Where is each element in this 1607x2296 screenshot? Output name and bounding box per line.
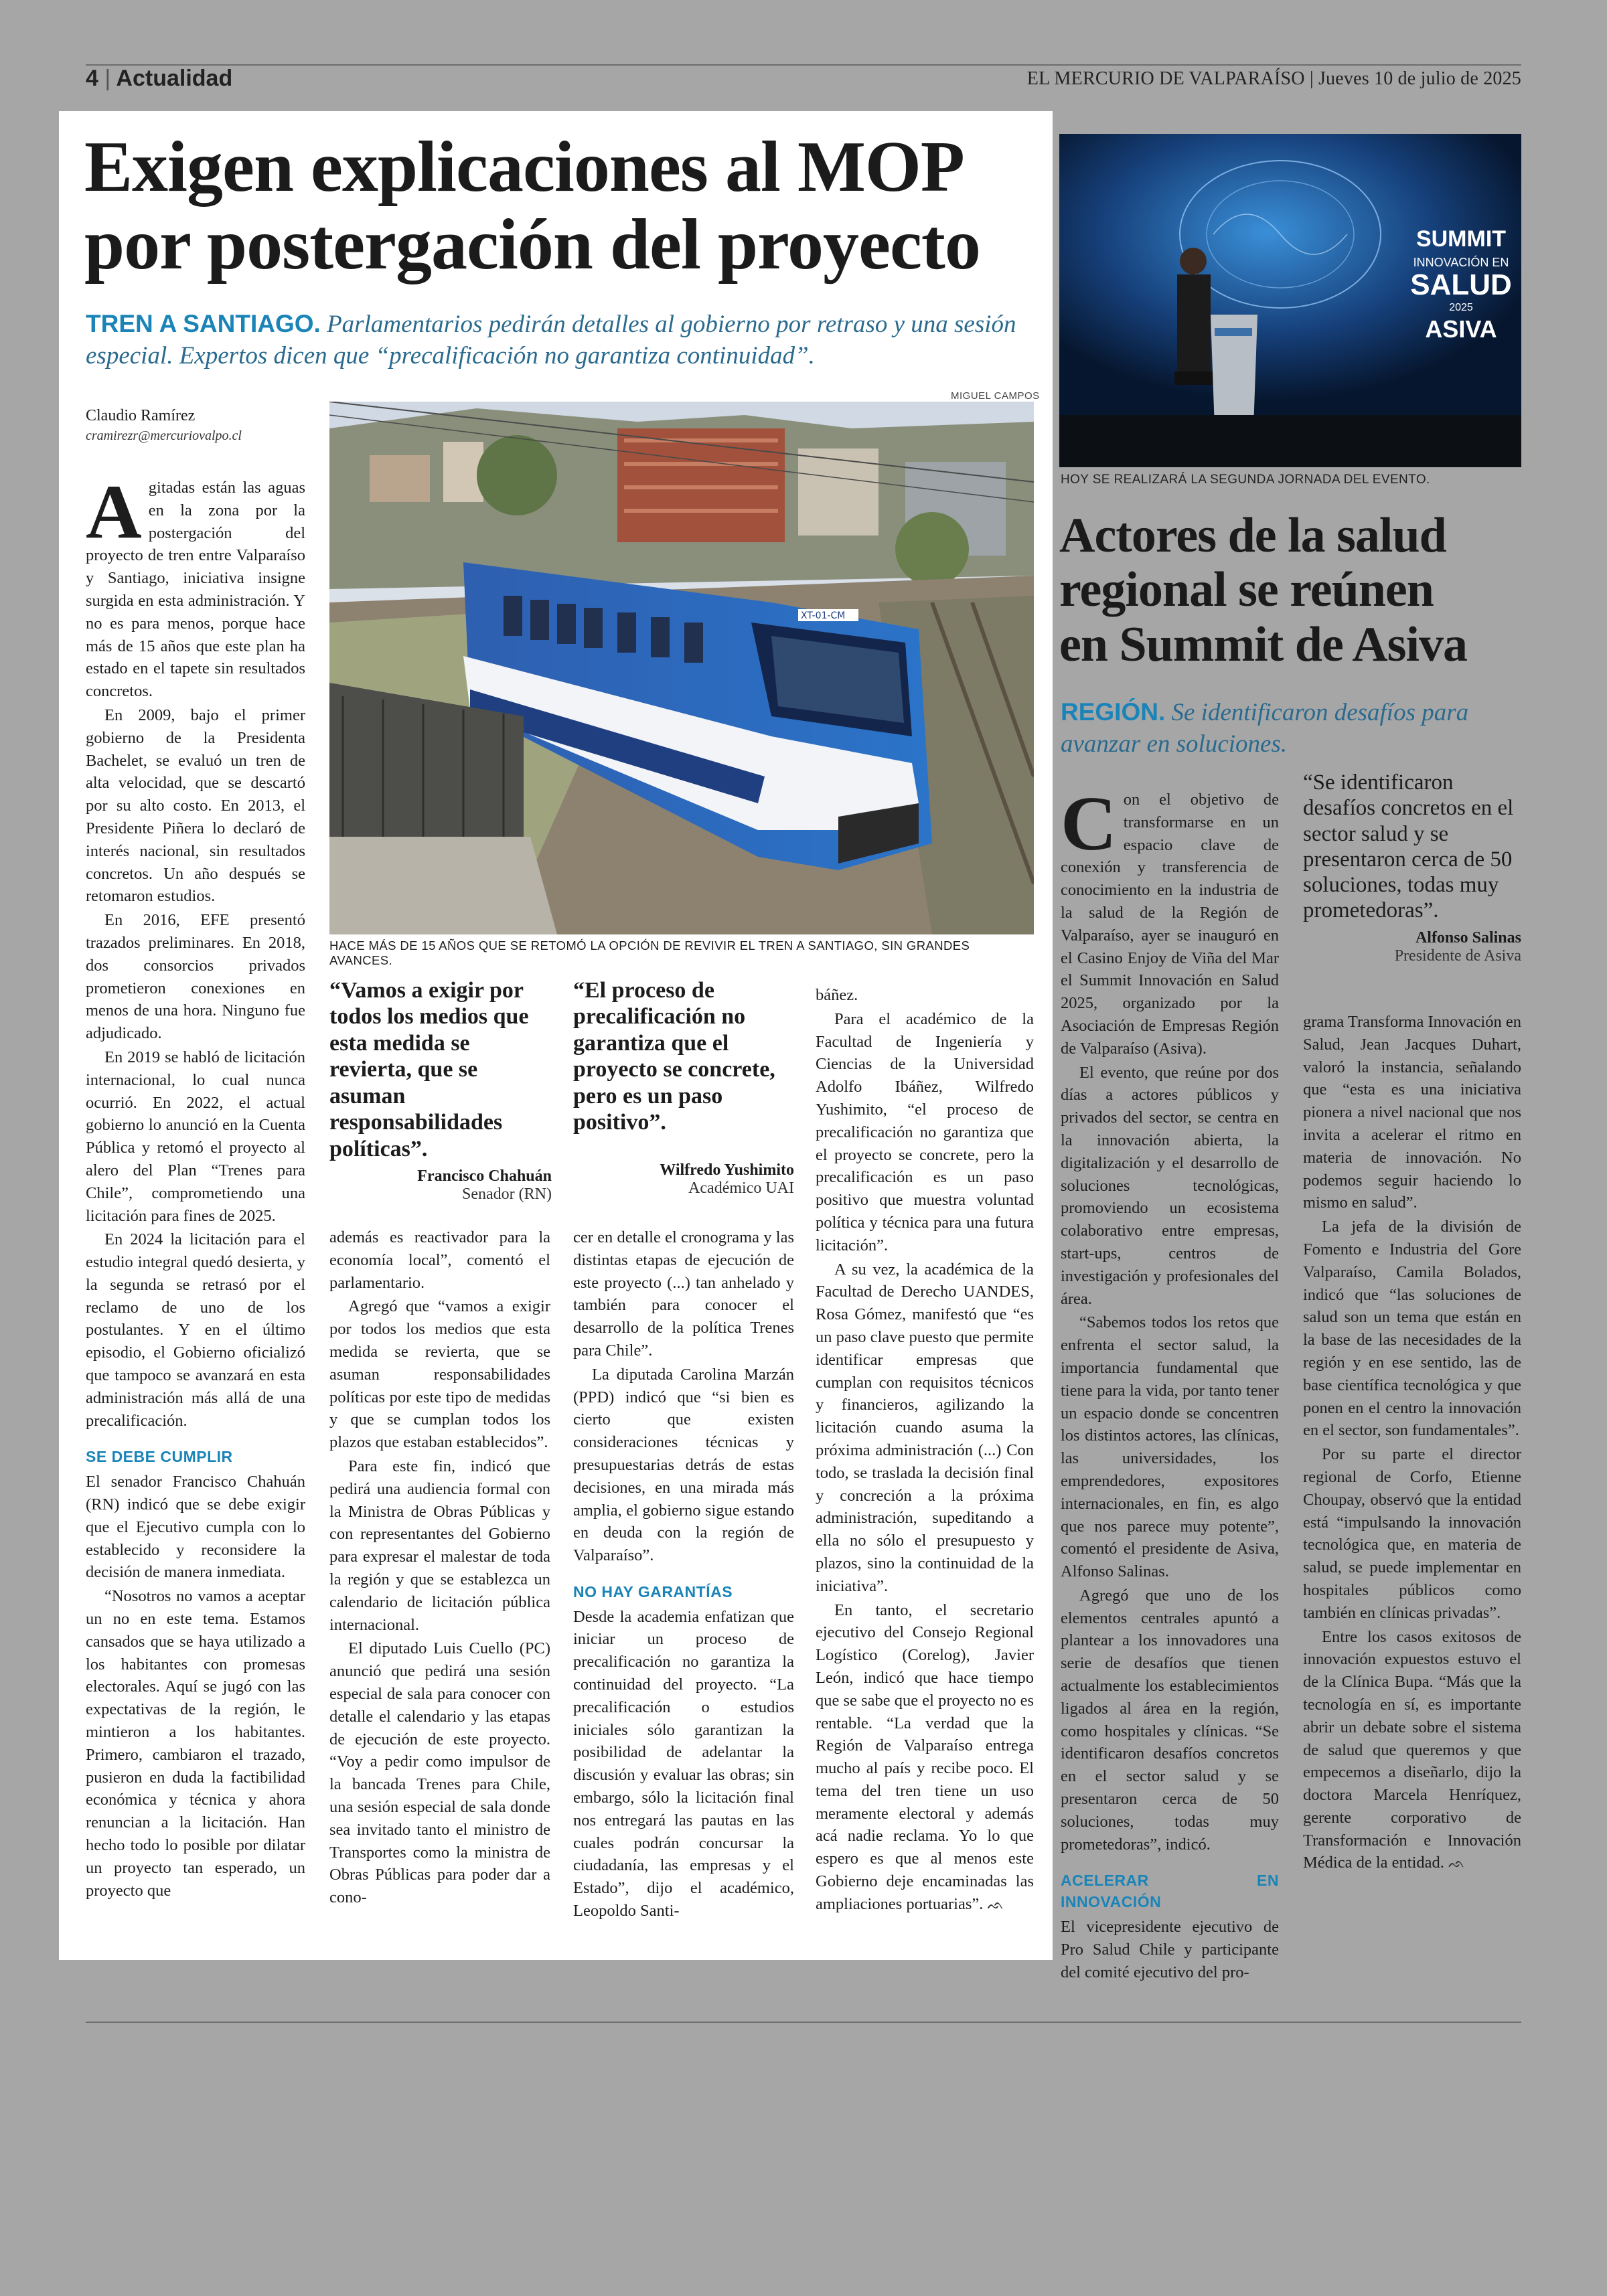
footer-rule (86, 2022, 1521, 2023)
pull-quote-text: “El proceso de precalificación no garantiza que el proyecto se concrete, pero es un paso positivo”. (573, 978, 775, 1135)
article1-paragraph: A su vez, la académica de la Facultad de Derecho UANDES, Rosa Gómez, manifestó que “es un paso clave puesto que permite identificar empresas que cumplan con requisitos técnicos y financieros, agilizando la licitación cuando asuma la próxima administración (...) Con todo, se traslada la decisión final y concreción a la próxima administración, supeditando a ella no sólo el presupuesto y plazos, sino la continuidad de la iniciativa”. (816, 1260, 1034, 1595)
train-number-label: XT-01-CM (801, 610, 846, 621)
article2-dropcap: C (1061, 781, 1117, 867)
article1-paragraph-text: En tanto, el secretario ejecutivo del Consejo Regional Logístico (Corelog), Javier León, indicó que hace tiempo que se sabe que el proyecto no es rentable. “La verdad que la Región de Valparaíso entrega mucho al país y recibe poco. El tema del tren tiene un uso meramente electoral y además acá nadie reclama. Yo lo que espero es que al menos este Gobierno deje encaminadas las ampliaciones portuarias”. (816, 1601, 1034, 1913)
article2-headline-line3: en Summit de Asiva (1059, 617, 1468, 672)
article2-paragraph: El vicepresidente ejecutivo de Pro Salud Chile y participante del comité ejecutivo del pro- (1061, 1917, 1279, 1981)
header-top-rule (86, 64, 1521, 66)
article1-headline-line2: por postergación del proyecto (84, 204, 980, 284)
article1-column-3 (573, 1226, 794, 1924)
article1-deck (86, 308, 1037, 372)
summit-photo (1059, 134, 1521, 467)
article1-paragraph: cer en detalle el cronograma y las distintas etapas de ejecución de este proyecto (...) tan anhelado y también para conocer el desarrollo de la política Trenes para Chile”. (573, 1228, 794, 1360)
page-header-section (86, 66, 232, 92)
article2-pull-quote (1303, 770, 1521, 965)
article2-headline (1059, 509, 1521, 672)
article1-column-4 (816, 984, 1034, 1917)
article1-paragraph-text: gitadas están las aguas en la zona por la postergación del proyecto de tren entre Valparaíso y Santiago, iniciativa insigne surgida en esta administración. Y no es para menos, porque hace más de 15 años que este plan ha estado en el tapete sin resultados concretos. (86, 479, 305, 701)
article2-deck-text: Se identificaron desafíos para avanzar en soluciones. (1061, 699, 1469, 758)
article2-paragraph-text: on el objetivo de transformarse en un espacio clave de conexión y transferencia de conocimiento en la industria de la salud de la Región de Valparaíso, ayer se inauguró en el Casino Enjoy de Viña del Mar el Summit Innovación en Salud 2025, organizado por la Asociación de Empresas Región de Valparaíso (Asiva). (1061, 791, 1279, 1058)
article1-paragraph: El senador Francisco Chahuán (RN) indicó que se debe exigir que el Ejecutivo cumpla con lo establecido y reconsidere la decisión de manera inmediata. (86, 1473, 305, 1582)
article1-paragraph: En 2019 se habló de licitación internacional, lo cual nunca ocurrió. En 2022, el actual gobierno lo anunció en la Cuenta Pública y retomó el proyecto al alero del Plan “Trenes para Chile”, comprometiendo una licitación para fines de 2025. (86, 1048, 305, 1225)
pull-quote-name: Wilfredo Yushimito (660, 1161, 794, 1179)
article1-deck-text: Parlamentarios pedirán detalles al gobierno por retraso y una sesión especial. Expertos dicen que “precalificación no garantiza continuidad”. (86, 311, 1016, 370)
article1-headline (84, 129, 1042, 283)
article1-column-2 (329, 1226, 550, 1910)
pull-quote-text: “Vamos a exigir por todos los medios que esta medida se revierta, que se asuman responsabilidades políticas”. (329, 978, 529, 1161)
article2-paragraph (1061, 781, 1279, 1060)
article1-paragraph: Para este fin, indicó que pedirá una audiencia formal con la Ministra de Obras Públicas y con representantes del Gobierno para expresar el malestar de toda la región y que se establezca un calendario de licitación pública internacional. (329, 1457, 550, 1634)
article2-subheading: ACELERAR EN INNOVACIÓN (1061, 1872, 1279, 1911)
pull-quote-role: Presidente de Asiva (1394, 947, 1521, 965)
publication-name: EL MERCURIO DE VALPARAÍSO (1026, 68, 1305, 89)
article2-paragraph: El evento, que reúne por dos días a actores públicos y privados del sector, se centra en la innovación abierta, la digitalización y el desarrollo de soluciones tecnológicas, promoviendo un ecosistema colaborativo entre empresas, start-ups, centros de investigación y profesionales del área. (1061, 1063, 1279, 1308)
article1-paragraph: “Nosotros no vamos a aceptar un no en este tema. Estamos cansados que se haya utilizado a los habitantes con promesas electorales. Aquí se jugó con las expectativas de la región, le mintieron a los habitantes. Primero, cambiaron el trazado, pusieron en duda la factibilidad económica y técnica y ahora renuncian a la licitación. Han hecho todo lo posible por dilatar un proyecto tan esperado, un proyecto que (86, 1587, 305, 1900)
screen-line-5: ASIVA (1425, 315, 1497, 343)
pull-quote-text: “Se identificaron desafíos concretos en el sector salud y se presentaron cerca de 50 soluciones, todas muy prometedoras”. (1303, 770, 1514, 923)
article2-photo-caption: HOY SE REALIZARÁ LA SEGUNDA JORNADA DEL EVENTO. (1061, 473, 1430, 487)
article1-photo-credit: MIGUEL CAMPOS (951, 390, 1040, 402)
article1-paragraph: La diputada Carolina Marzán (PPD) indicó que “si bien es cierto que existen consideraciones técnicas y presupuestarias detrás de estas decisiones, en una mirada más amplia, el gobierno sigue estando en deuda con la región de Valparaíso”. (573, 1365, 794, 1565)
train-photo-illustration (329, 402, 1034, 934)
article1-paragraph: Para el académico de la Facultad de Ingeniería y Ciencias de la Universidad Adolfo Ibáñez, Wilfredo Yushimito, “el proceso de precalificación no garantiza que el proyecto se concrete, pero la precalificación es un paso positivo que muestra voluntad política y técnica para una futura licitación”. (816, 1009, 1034, 1254)
article2-paragraph: “Sabemos todos los retos que enfrenta el sector salud, la importancia fundamental que tiene para la vida, por tanto tener un espacio donde se concentren los distintos actores, las clínicas, las universidades, los emprendedores, expositores internacionales, en fin, es algo que nos parece muy potente”, comentó el presidente de Asiva, Alfonso Salinas. (1061, 1313, 1279, 1581)
header-divider: | (104, 66, 111, 91)
article1-paragraph: El diputado Luis Cuello (PC) anunció que pedirá una sesión especial de sala para conocer con detalle el calendario y las etapas de ejecución de este proyecto. “Voy a pedir como impulsor de la bancada Trenes para Chile, una sesión especial de sala donde sea invitado tanto el ministro de Transportes como la ministra de Obras Públicas para poder dar a cono- (329, 1639, 550, 1907)
article1-column-1 (86, 469, 305, 1903)
article2-headline-line1: Actores de la salud (1059, 508, 1446, 563)
article1-pull-quote-2 (573, 977, 794, 1198)
article2-column-1 (1061, 781, 1279, 1985)
article2-headline-line2: regional se reúnen (1059, 562, 1434, 618)
article1-author: Claudio Ramírez (86, 407, 196, 424)
article1-subheading: SE DEBE CUMPLIR (86, 1448, 233, 1466)
header-divider: | (1309, 68, 1318, 89)
publication-date: Jueves 10 de julio de 2025 (1318, 68, 1521, 89)
article-end-icon: ᨒ (1448, 1855, 1465, 1872)
article1-kicker: TREN A SANTIAGO. (86, 310, 321, 337)
article-end-icon: ᨒ (987, 1896, 1004, 1912)
article1-paragraph (86, 469, 305, 703)
article1-dropcap: A (86, 469, 142, 555)
article2-paragraph: Por su parte el director regional de Corfo, Etienne Choupay, observó que la entidad está “impulsando la innovación tecnológica que, en materia de salud, se puede implementar en hospitales públicos como también en clínicas privadas”. (1303, 1445, 1521, 1622)
screen-line-1: SUMMIT (1415, 226, 1507, 252)
article1-paragraph: En 2009, bajo el primer gobierno de la Presidenta Bachelet, se evaluó un tren de alta velocidad, que se descartó por su alto costo. En 2013, el Presidente Piñera lo declaró de interés nacional, sin resultados concretos. Un año después se retomaron estudios. (86, 706, 305, 906)
article1-paragraph: báñez. (816, 986, 858, 1004)
pull-quote-role: Senador (RN) (462, 1185, 552, 1204)
article1-paragraph: En 2016, EFE presentó trazados preliminares. En 2018, dos consorcios privados prometieron conexiones en menos de una hora. Ninguno fue adjudicado. (86, 911, 305, 1043)
pull-quote-name: Francisco Chahuán (417, 1167, 552, 1185)
article1-paragraph: Agregó que “vamos a exigir por todos los medios que esta medida se revierta, que se asuman responsabilidades políticas por este tipo de medidas y que se cumplan todos los plazos que estaban establecidos”. (329, 1297, 550, 1452)
article2-paragraph: Agregó que uno de los elementos centrales apuntó a plantear a los innovadores una serie de desafíos que tienen actualmente los establecimientos ligados al área en la región, como hospitales y clínicas. “Se identificaron desafíos concretos en el sector salud y se presentaron cerca de 50 soluciones, todas muy prometedoras”, indicó. (1061, 1586, 1279, 1854)
summit-photo-illustration (1059, 134, 1521, 467)
article2-paragraph: La jefa de la división de Fomento e Industria del Gore Valparaíso, Camila Bolados, indicó que “las soluciones de salud son un tema que están en la base de las necesidades de la región y en ese sentido, las de base científica tecnológica y que ponen en el centro la innovación en el sector, son fundamentales”. (1303, 1218, 1521, 1440)
article1-paragraph: Desde la academia enfatizan que iniciar un proceso de precalificación no garantiza la continuidad del proyecto. “La precalificación o estudios iniciales sólo garantizan la posibilidad de adelantar la discusión y evaluar las obras; sin embargo, sólo la licitación final nos entregará las pautas en las cuales podrán concursar la ciudadanía, las empresas y el Estado”, dijo el académico, Leopoldo Santi- (573, 1607, 794, 1920)
article2-column-2 (1303, 1011, 1521, 1876)
page-number: 4 (86, 66, 98, 91)
article1-photo-caption: HACE MÁS DE 15 AÑOS QUE SE RETOMÓ LA OPCIÓN DE REVIVIR EL TREN A SANTIAGO, SIN GRANDES AVANCES. (329, 938, 970, 967)
screen-line-3: SALUD (1410, 268, 1512, 301)
article2-paragraph: grama Transforma Innovación en Salud, Jean Jacques Duhart, valoró la instancia, señalando que “esta es una iniciativa pionera a nivel nacional que nos invita a acelerar el ritmo en materia de innovación. No podemos seguir haciendo lo mismo en salud”. (1303, 1013, 1521, 1212)
article2-paragraph (1303, 1626, 1521, 1875)
train-photo (329, 402, 1034, 934)
pull-quote-name: Alfonso Salinas (1415, 928, 1521, 947)
article1-paragraph: además es reactivador para la economía local”, comentó el parlamentario. (329, 1228, 550, 1292)
article1-paragraph: En 2024 la licitación para el estudio integral quedó desierta, y la segunda se retrasó por el reclamo de uno de los postulantes. Y en el último episodio, el Gobierno oficializó que tampoco se avanzará en esta administración más allá de una precalificación. (86, 1230, 305, 1430)
article1-subheading: NO HAY GARANTÍAS (573, 1582, 733, 1601)
page-header-publication (1027, 68, 1521, 90)
article1-pull-quote-1 (329, 977, 552, 1204)
article2-kicker: REGIÓN. (1061, 698, 1166, 726)
article1-author-email: cramirezr@mercuriovalpo.cl (86, 428, 242, 443)
article1-headline-line1: Exigen explicaciones al MOP (84, 127, 964, 207)
screen-line-4: 2025 (1449, 302, 1473, 313)
article1-paragraph (816, 1599, 1034, 1916)
article2-paragraph-text: Entre los casos exitosos de innovación expuestos estuvo el de la Clínica Bupa. “Más que la tecnología en sí, es importante abrir un debate sobre el sistema de salud que queremos y que empecemos a diseñarlo, dijo la doctora Marcela Henríquez, gerente corporativo de Transformación e Innovación Médica de la entidad. (1303, 1627, 1521, 1872)
section-name: Actualidad (116, 66, 233, 91)
article2-deck (1061, 696, 1516, 760)
pull-quote-role: Académico UAI (688, 1179, 794, 1197)
screen-line-2: INNOVACIÓN EN (1413, 256, 1509, 269)
